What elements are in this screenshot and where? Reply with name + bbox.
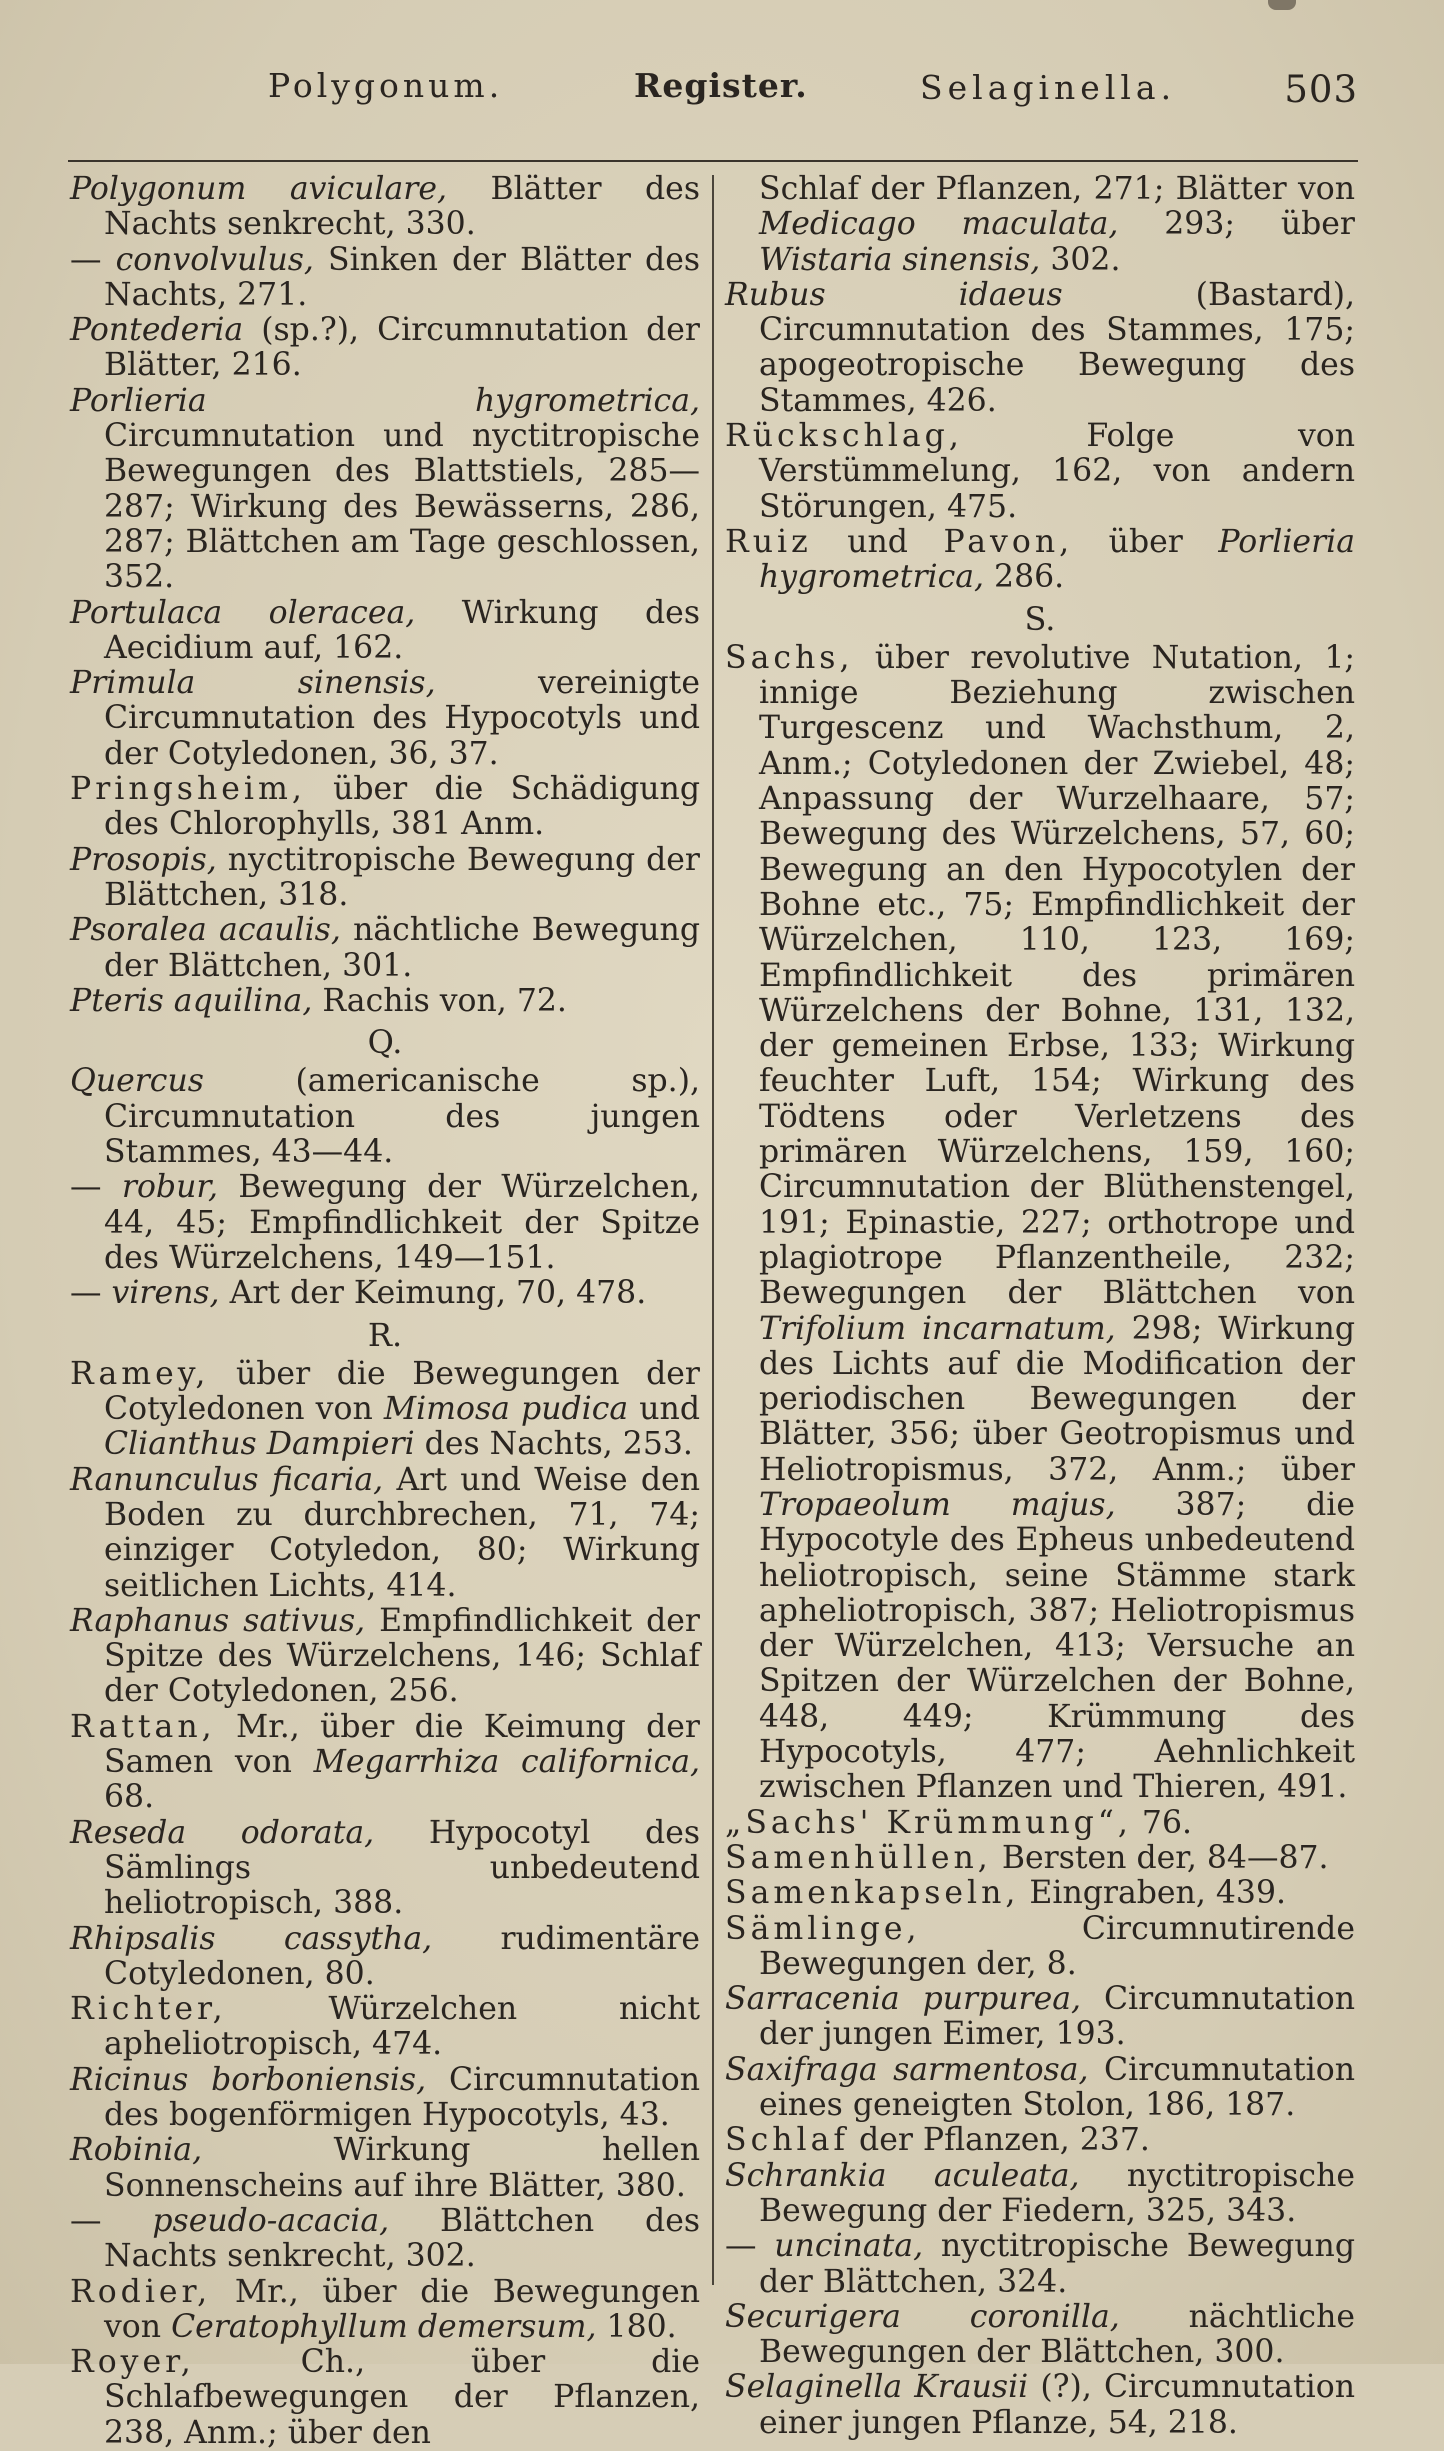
index-entry	[725, 641, 1355, 1806]
header-title: Register.	[634, 66, 808, 105]
entry-term: uncinata,	[774, 2228, 924, 2265]
entry-term: convolvulus,	[115, 241, 314, 278]
section-letter: S.	[1024, 599, 1056, 638]
entry-term: pseudo-acacia,	[152, 2202, 390, 2239]
right-column	[725, 172, 1355, 2441]
column-divider	[712, 175, 714, 2285]
entry-term: Ranunculus ficaria,	[70, 1461, 384, 1498]
entry-term: Robinia,	[70, 2132, 203, 2169]
index-entry	[70, 1276, 700, 1311]
entry-term: Clianthus Dampieri	[104, 1426, 415, 1463]
entry-name: Samenkapseln,	[725, 1875, 1020, 1912]
entry-text: Würzelchen nicht apheliotropisch, 474.	[104, 1991, 700, 2063]
entry-text: Circumnutation und nyctitropische Bewegungen des Blattstiels, 285—287; Wirkung des Bewässerns, 286, 287; Blättchen am Tage geschlossen, 352.	[104, 418, 700, 596]
index-entry	[725, 278, 1355, 419]
entry-term: Psoralea acaulis,	[70, 912, 341, 949]
entry-text: nyctitropische Bewegung der Blättchen, 318.	[104, 841, 700, 913]
entry-text: 286.	[984, 559, 1065, 596]
entry-term: Tropaeolum majus,	[759, 1486, 1116, 1523]
entry-term: Quercus	[70, 1063, 204, 1100]
index-entry	[70, 2275, 700, 2346]
ink-smudge	[1268, 0, 1296, 10]
entry-term: Polygonum aviculare,	[70, 171, 447, 207]
entry-name: Sachs,	[725, 639, 854, 676]
entry-term: Saxifraga sarmentosa,	[725, 2051, 1089, 2088]
entry-text: Circumnutation eines geneigten Stolon, 186, 187.	[759, 2051, 1355, 2124]
entry-name: Sämlinge,	[725, 1910, 921, 1947]
entry-term: Megarrhiza californica,	[313, 1744, 700, 1781]
section-letter: R.	[367, 1315, 403, 1354]
entry-term: Primula sinensis,	[70, 665, 436, 702]
entry-term: Wistaria sinensis,	[759, 241, 1041, 278]
entry-text: Blättchen des Nachts senkrecht, 302.	[104, 2202, 700, 2275]
entry-term: virens,	[111, 1275, 220, 1312]
entry-text: 76.	[1131, 1804, 1193, 1841]
entry-text: und	[628, 1391, 700, 1428]
left-column	[70, 172, 700, 2451]
index-entry	[725, 2229, 1355, 2300]
index-entry	[70, 1357, 700, 1463]
index-entry	[70, 172, 700, 243]
index-entry	[70, 1816, 700, 1922]
entry-name: Samenhüllen,	[725, 1839, 992, 1876]
entry-name: Richter,	[70, 1991, 227, 2028]
entry-term: Pontederia	[70, 312, 244, 349]
index-entry	[725, 1982, 1355, 2053]
index-entry	[70, 596, 700, 667]
index-entry	[725, 1912, 1355, 1983]
entry-text: Ch., über die Schlafbewegungen der Pflanzen, 238, Anm.; über den	[104, 2344, 700, 2451]
entry-text: Folge von Verstümmelung, 162, von andern Störungen, 475.	[759, 418, 1355, 525]
entry-text: Hypocotyl des Sämlings unbedeutend heliotropisch, 388.	[104, 1814, 701, 1922]
entry-text: nyctitropische Bewegung der Fiedern, 325, 343.	[759, 2157, 1355, 2229]
index-entry	[70, 2133, 700, 2204]
entry-text: Circumnutirende Bewegungen der, 8.	[759, 1910, 1355, 1982]
index-entry	[70, 384, 700, 596]
entry-text: nyctitropische Bewegung der Blättchen, 324.	[759, 2228, 1356, 2300]
index-entry	[725, 2300, 1355, 2371]
entry-text: Sinken der Blätter des Nachts, 271.	[104, 241, 701, 313]
entry-name: Rückschlag,	[725, 418, 963, 455]
entry-term: Ceratophyllum demersum,	[171, 2308, 597, 2345]
entry-text: Art und Weise den Boden zu durchbrechen, 71, 74; einziger Cotyledon, 80; Wirkung seitlichen Lichts, 414.	[104, 1461, 700, 1604]
index-entry	[725, 2123, 1355, 2158]
entry-term: Securigera coronilla,	[725, 2298, 1120, 2335]
entry-text: 180.	[596, 2308, 677, 2345]
page-number: 503	[1284, 68, 1358, 111]
entry-text: Eingraben, 439.	[1019, 1875, 1287, 1912]
index-entry	[725, 1876, 1355, 1911]
entry-text: Blätter des Nachts senkrecht, 330.	[104, 171, 700, 243]
index-entry	[725, 2053, 1355, 2124]
entry-text: Wirkung hellen Sonnenscheins auf ihre Blätter, 380.	[104, 2132, 700, 2204]
index-entry	[70, 2204, 700, 2275]
index-entry-continued	[725, 172, 1355, 278]
entry-text: Wirkung des Aecidium auf, 162.	[104, 594, 700, 666]
index-entry	[70, 1170, 700, 1276]
entry-term: Sarracenia purpurea,	[725, 1981, 1082, 2018]
entry-text: des Nachts, 253.	[414, 1426, 693, 1463]
index-entry	[70, 1922, 700, 1993]
entry-text: über revolutive Nutation, 1; innige Beziehung zwischen Turgescenz und Wachsthum, 2, Anm.; Cotyledonen der Zwiebel, 48; Anpassung der Wurzelhaare, 57; Bewegung des Würzelchens, 57, 60; Bewegung an den Hypocotylen der Bohne etc., 75; Empfindlichkeit der Würzelchen, 110, 123, 169; Empfindlichkeit des primären Würzelchens der Bohne, 131, 132, der gemeinen Erbse, 133; Wirkung feuchter Luft, 154; Wirkung des Tödtens oder Verletzens des primären Würzelchens, 159, 160; Circumnutation der Blüthenstengel, 191; Epinastie, 227; orthotrope und plagiotrope Pflanzentheile, 232; Bewegungen der Blättchen von	[759, 639, 1355, 1312]
entry-text: Circumnutation der jungen Eimer, 193.	[759, 1981, 1355, 2053]
entry-term: Trifolium incarnatum,	[759, 1310, 1116, 1347]
index-entry	[70, 243, 700, 314]
index-entry	[70, 1463, 700, 1604]
entry-term: Portulaca oleracea,	[70, 594, 416, 631]
entry-text: Circumnutation des bogenförmigen Hypocotyls, 43.	[104, 2061, 700, 2134]
entry-text: (Bastard), Circumnutation des Stammes, 175; apogeotropische Bewegung des Stammes, 426.	[759, 276, 1356, 419]
entry-text: über die Bewegungen der Cotyledonen von	[104, 1355, 700, 1428]
entry-term: Rubus idaeus	[725, 276, 1063, 313]
header-left-keyword: Polygonum.	[268, 66, 504, 105]
entry-dash: —	[70, 1275, 112, 1312]
header-right-keyword: Selaginella.	[920, 68, 1177, 107]
entry-text: Schlaf der Pflanzen, 271; Blätter von	[759, 171, 1355, 207]
index-entry	[70, 1064, 700, 1170]
entry-text: 293; über	[1118, 206, 1355, 243]
entry-text: Mr., über die Bewegungen von	[104, 2273, 700, 2345]
index-entry	[70, 772, 700, 843]
entry-text: Art der Keimung, 70, 478.	[219, 1275, 647, 1312]
entry-text: nächtliche Bewegung der Blättchen, 301.	[104, 912, 700, 984]
entry-name: Rattan,	[70, 1708, 216, 1745]
entry-name: Ramey,	[70, 1355, 210, 1392]
entry-text: über die Schädigung des Chlorophylls, 381 Anm.	[104, 771, 700, 843]
entry-text: (sp.?), Circumnutation der Blätter, 216.	[104, 312, 700, 384]
entry-text: über	[1073, 523, 1219, 560]
entry-text: Rachis von, 72.	[312, 982, 567, 1019]
entry-text: und	[811, 523, 944, 560]
index-entry	[725, 1841, 1355, 1876]
entry-text: vereinigte Circumnutation des Hypocotyls und der Cotyledonen, 36, 37.	[104, 665, 700, 772]
entry-text: 387; die Hypocotyle des Epheus unbedeutend heliotropisch, seine Stämme stark apheliotropisch, 387; Heliotropismus der Würzelchen, 413; Versuche an Spitzen der Würzelchen der Bohne, 448, 449; Krümmung des Hypocotyls, 477; Aehnlichkeit zwischen Pflanzen und Thieren, 491.	[759, 1486, 1355, 1806]
index-entry	[725, 525, 1355, 596]
index-entry	[70, 666, 700, 772]
index-entry	[70, 1604, 700, 1710]
entry-term: Raphanus sativus,	[70, 1602, 366, 1639]
entry-term: Porlieria hygrometrica,	[70, 382, 700, 419]
entry-term: Schrankia aculeata,	[725, 2157, 1080, 2194]
entry-dash: —	[70, 1169, 122, 1206]
entry-text: der Pflanzen, 237.	[849, 2122, 1150, 2159]
entry-text: Bewegung der Würzelchen, 44, 45; Empfindlichkeit der Spitze des Würzelchens, 149—151.	[104, 1169, 700, 1276]
entry-text: (?), Circumnutation einer jungen Pflanze, 54, 218.	[759, 2369, 1355, 2441]
index-entry	[70, 1710, 700, 1816]
entry-dash: —	[70, 241, 116, 278]
entry-term: Pteris aquilina,	[70, 982, 313, 1019]
index-entry	[725, 2159, 1355, 2230]
header-rule	[68, 160, 1358, 162]
index-entry	[725, 419, 1355, 525]
entry-name: Royer,	[70, 2344, 195, 2381]
entry-text: nächtliche Bewegungen der Blättchen, 300.	[759, 2298, 1356, 2371]
entry-text: Empfindlichkeit der Spitze des Würzelchens, 146; Schlaf der Cotyledonen, 256.	[104, 1602, 700, 1710]
entry-text: (americanische sp.), Circumnutation des jungen Stammes, 43—44.	[104, 1063, 700, 1171]
running-header	[68, 60, 1358, 120]
entry-name: Pavon,	[943, 523, 1074, 560]
entry-term: Rhipsalis cassytha,	[70, 1920, 433, 1957]
index-entry	[70, 913, 700, 984]
index-entry	[70, 1992, 700, 2063]
index-entry	[725, 1806, 1355, 1841]
entry-term: Medicago maculata,	[759, 206, 1119, 243]
entry-term: Mimosa pudica	[383, 1391, 629, 1428]
entry-term: Ricinus borboniensis,	[70, 2061, 427, 2098]
index-entry	[725, 2370, 1355, 2441]
entry-dash: —	[70, 2202, 153, 2239]
entry-dash: —	[725, 2228, 775, 2265]
entry-name: Ruiz	[725, 523, 812, 560]
entry-name: Pringsheim,	[70, 771, 306, 808]
entry-text: 68.	[104, 1779, 155, 1816]
index-entry	[70, 984, 700, 1019]
entry-term: robur,	[121, 1169, 218, 1206]
index-entry	[70, 2063, 700, 2134]
entry-text: rudimentäre Cotyledonen, 80.	[104, 1920, 700, 1992]
index-entry	[70, 313, 700, 384]
entry-term: Porlieria hygrometrica,	[759, 523, 1355, 596]
entry-name: „Sachs' Krümmung“,	[725, 1804, 1132, 1841]
entry-text: 302.	[1040, 241, 1121, 278]
entry-term: Selaginella Krausii	[725, 2369, 1029, 2406]
entry-text: 298; Wirkung des Lichts auf die Modification der periodischen Bewegungen der Blätter, 356; über Geotropismus und Heliotropismus, 372, Anm.; über	[759, 1310, 1355, 1488]
entry-name: Rodier,	[70, 2273, 212, 2310]
index-entry	[70, 2345, 700, 2451]
entry-text: Mr., über die Keimung der Samen von	[104, 1708, 700, 1781]
entry-text: Bersten der, 84—87.	[991, 1839, 1329, 1876]
section-letter: Q.	[367, 1023, 403, 1062]
entry-term: Prosopis,	[70, 841, 217, 878]
entry-term: Reseda odorata,	[70, 1814, 375, 1851]
index-entry	[70, 843, 700, 914]
entry-name: Schlaf	[725, 2122, 850, 2159]
